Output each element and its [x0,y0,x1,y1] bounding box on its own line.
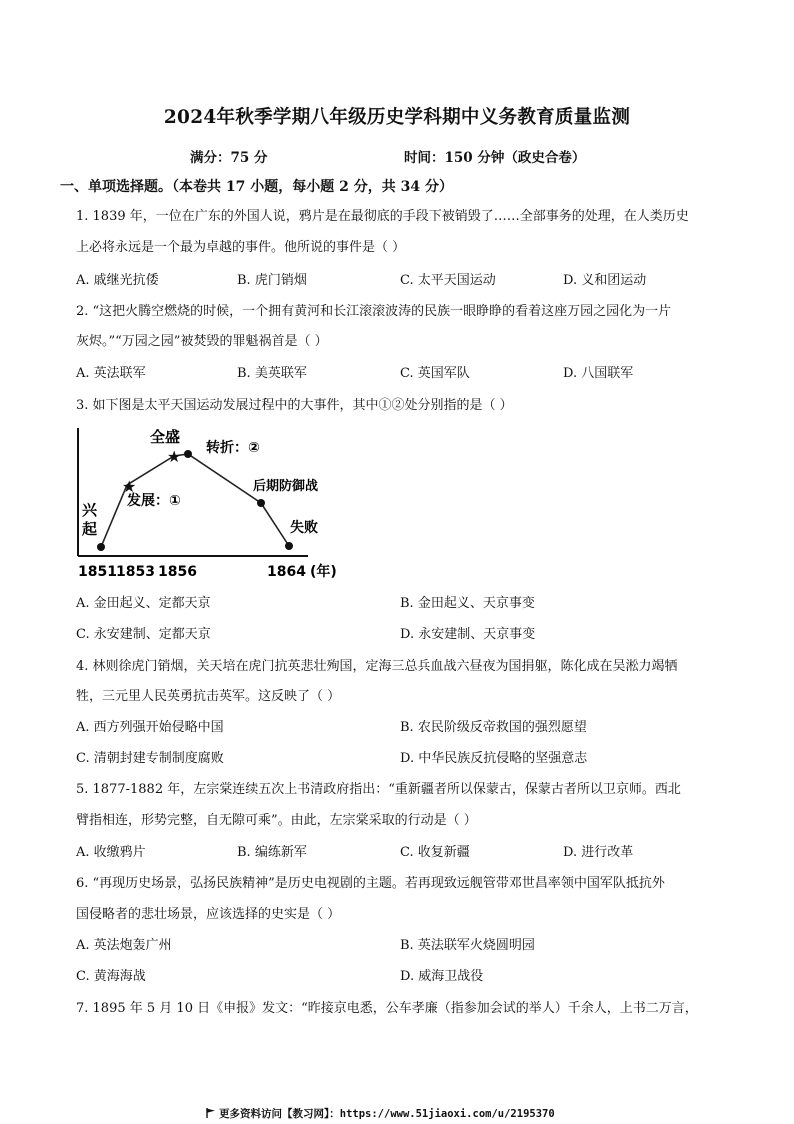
question-6-text-line-2: 国侵略者的悲壮场景，应该选择的史实是（ ） [76,907,341,922]
question-4-text-line-2: 牲，三元里人民英勇抗击英军。这反映了（ ） [76,689,341,704]
question-5-text-line-2: 臂指相连，形势完整，自无隙可乘”。由此，左宗棠采取的行动是（ ） [76,813,477,828]
full-score-label: 满分：75 分 [190,150,268,166]
question-6-text-line-1: 6. “再现历史场景，弘扬民族精神”是历史电视剧的主题。若再现致远舰管带邓世昌率领中国军队抵抗外 [76,876,665,891]
tick-1864: 1864 [267,564,306,580]
time-label: 时间：150 分钟（政史合卷） [404,150,586,166]
question-4-text-line-1: 4. 林则徐虎门销烟，关天培在虎门抗英悲壮殉国，定海三总兵血战六昼夜为国捐躯，陈化成在吴淞力竭牺 [76,659,678,674]
label-peak: 全盛 [150,428,181,446]
question-1-option-a[interactable]: A. 戚继光抗倭 [76,273,159,288]
axis-unit-year: (年) [310,564,337,580]
question-1-text-line-1: 1. 1839 年，一位在广东的外国人说，鸦片是在最彻底的手段下被销毁了……全部事务的处理，在人类历史 [76,209,689,224]
failure-point [285,542,293,550]
question-3-text-line-1: 3. 如下图是太平天国运动发展过程中的大事件，其中①②处分别指的是（ ） [76,398,513,413]
question-2-option-d[interactable]: D. 八国联军 [563,366,634,381]
rise-point [97,543,105,551]
tick-1856: 1856 [158,564,197,580]
footer-link[interactable] [206,1106,555,1121]
flag-icon [206,1108,216,1118]
question-2-option-a[interactable]: A. 英法联军 [76,366,146,381]
peak-star: ★ [167,447,182,466]
tick-1853: 1853 [116,564,155,580]
question-3-option-d[interactable]: D. 永安建制、天京事变 [400,627,536,642]
question-6-option-c[interactable]: C. 黄海海战 [76,969,146,984]
label-rise-2: 起 [82,520,98,538]
question-2-option-b[interactable]: B. 美英联军 [237,366,307,381]
question-2-text-line-1: 2. “这把火腾空燃烧的时候，一个拥有黄河和长江滚滚波涛的民族一眼睁睁的看着这座万园之园化为一片 [76,304,672,319]
question-5-option-a[interactable]: A. 收缴鸦片 [76,845,146,860]
label-turning: 转折：② [206,440,260,456]
label-late-defense: 后期防御战 [253,479,319,494]
question-4-option-a[interactable]: A. 西方列强开始侵略中国 [76,720,224,735]
question-5-text-line-1: 5. 1877-1882 年，左宗棠连续五次上书清政府指出：“重新疆者所以保蒙古，保蒙古者所以卫京师。西北 [76,782,681,797]
page-title: 2024年秋季学期八年级历史学科期中义务教育质量监测 [163,107,631,128]
label-development: 发展：① [127,493,181,509]
question-2-text-line-2: 灰烬。”“万园之园”被焚毁的罪魁祸首是（ ） [76,334,328,349]
question-4-option-d[interactable]: D. 中华民族反抗侵略的坚强意志 [400,751,588,766]
question-5-option-b[interactable]: B. 编练新军 [237,845,307,860]
question-3-option-c[interactable]: C. 永安建制、定都天京 [76,627,211,642]
label-failure: 失败 [290,520,318,536]
question-5-option-c[interactable]: C. 收复新疆 [400,845,470,860]
question-4-option-c[interactable]: C. 清朝封建专制制度腐败 [76,751,224,766]
footer-text: 更多资料访问【教习网】：https://www.51jiaoxi.com/u/2195370 [219,1108,555,1120]
question-2-option-c[interactable]: C. 英国军队 [400,366,470,381]
development-star: ★ [122,477,137,496]
label-rise-1: 兴 [82,501,98,519]
question-6-option-a[interactable]: A. 英法炮轰广州 [76,938,172,953]
question-1-text-line-2: 上必将永远是一个最为卓越的事件。他所说的事件是（ ） [76,240,406,255]
question-3-option-b[interactable]: B. 金田起义、天京事变 [400,596,535,611]
question-6-option-b[interactable]: B. 英法联军火烧圆明园 [400,938,535,953]
question-4-option-b[interactable]: B. 农民阶级反帝救国的强烈愿望 [400,720,587,735]
section-heading: 一、单项选择题。（本卷共 17 小题，每小题 2 分，共 34 分） [60,179,453,195]
taiping-timeline-diagram [70,420,360,582]
question-7-text-line-1: 7. 1895 年 5 月 10 日《申报》发文：“昨接京电悉，公车孝廉（指参加会试的举人）千余人，上书二万言， [76,1001,698,1016]
question-6-option-d[interactable]: D. 威海卫战役 [400,969,484,984]
turning-point [184,450,192,458]
question-5-option-d[interactable]: D. 进行改革 [563,845,634,860]
question-1-option-b[interactable]: B. 虎门销烟 [237,273,307,288]
question-1-option-d[interactable]: D. 义和团运动 [563,273,647,288]
late-defense-point [257,499,265,507]
question-3-option-a[interactable]: A. 金田起义、定都天京 [76,596,211,611]
tick-1851: 1851 [78,564,117,580]
question-1-option-c[interactable]: C. 太平天国运动 [400,273,496,288]
